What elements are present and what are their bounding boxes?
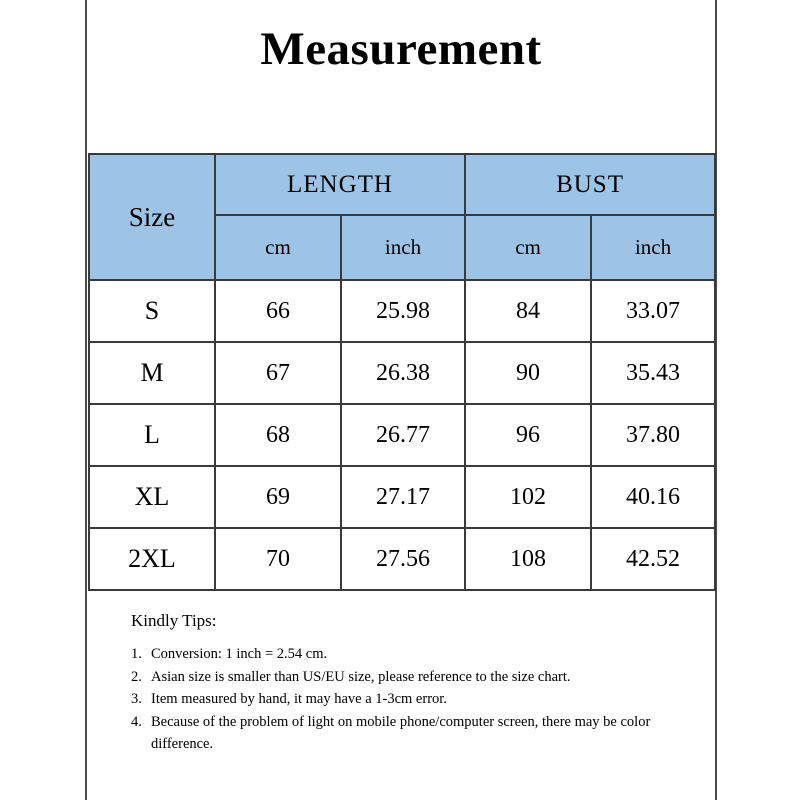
table-row <box>89 280 715 342</box>
column-header-bust-inch: inch <box>591 215 715 280</box>
kindly-tips-section <box>131 611 691 756</box>
cell-length-cm: 68 <box>215 404 341 466</box>
measurement-table <box>88 153 716 591</box>
cell-length-inch: 26.38 <box>341 342 465 404</box>
cell-bust-cm: 102 <box>465 466 591 528</box>
table-row <box>89 342 715 404</box>
cell-bust-cm: 108 <box>465 528 591 590</box>
tip-number: 4. <box>131 713 142 730</box>
table-body <box>89 280 715 590</box>
cell-size: 2XL <box>89 528 215 590</box>
cell-size: XL <box>89 466 215 528</box>
cell-size: M <box>89 342 215 404</box>
tip-number: 1. <box>131 646 142 662</box>
tip-text: Asian size is smaller than US/EU size, please reference to the size chart. <box>151 668 571 685</box>
tip-number: 2. <box>131 668 142 685</box>
column-header-size: Size <box>89 154 215 280</box>
cell-bust-cm: 84 <box>465 280 591 342</box>
cell-bust-inch: 40.16 <box>591 466 715 528</box>
cell-size: S <box>89 280 215 342</box>
column-header-length-cm: cm <box>215 215 341 280</box>
cell-bust-inch: 42.52 <box>591 528 715 590</box>
cell-bust-inch: 33.07 <box>591 280 715 342</box>
table-row <box>89 528 715 590</box>
tip-item <box>131 711 691 756</box>
tips-heading: Kindly Tips: <box>131 611 217 630</box>
table-header <box>89 154 715 280</box>
cell-length-cm: 69 <box>215 466 341 528</box>
cell-length-cm: 67 <box>215 342 341 404</box>
table-row <box>89 466 715 528</box>
cell-bust-cm: 96 <box>465 404 591 466</box>
column-header-length-inch: inch <box>341 215 465 280</box>
tip-text: Conversion: 1 inch = 2.54 cm. <box>151 646 328 662</box>
cell-length-cm: 66 <box>215 280 341 342</box>
tip-item <box>131 666 691 689</box>
cell-size: L <box>89 404 215 466</box>
header-row-groups <box>89 154 715 215</box>
column-group-length: LENGTH <box>215 154 465 215</box>
cell-length-inch: 25.98 <box>341 280 465 342</box>
cell-bust-inch: 35.43 <box>591 342 715 404</box>
page-title: Measurement <box>260 23 542 75</box>
cell-length-inch: 27.17 <box>341 466 465 528</box>
tip-item <box>131 643 691 666</box>
tip-text: Item measured by hand, it may have a 1-3cm error. <box>151 691 447 707</box>
column-group-bust: BUST <box>465 154 715 215</box>
cell-length-inch: 26.77 <box>341 404 465 466</box>
cell-bust-inch: 37.80 <box>591 404 715 466</box>
tip-number: 3. <box>131 691 142 707</box>
column-header-bust-cm: cm <box>465 215 591 280</box>
tip-item <box>131 688 691 711</box>
cell-length-cm: 70 <box>215 528 341 590</box>
cell-length-inch: 27.56 <box>341 528 465 590</box>
page-frame <box>85 0 717 800</box>
cell-bust-cm: 90 <box>465 342 591 404</box>
tip-text: Because of the problem of light on mobile phone/computer screen, there may be color difference. <box>151 713 651 752</box>
table-row <box>89 404 715 466</box>
